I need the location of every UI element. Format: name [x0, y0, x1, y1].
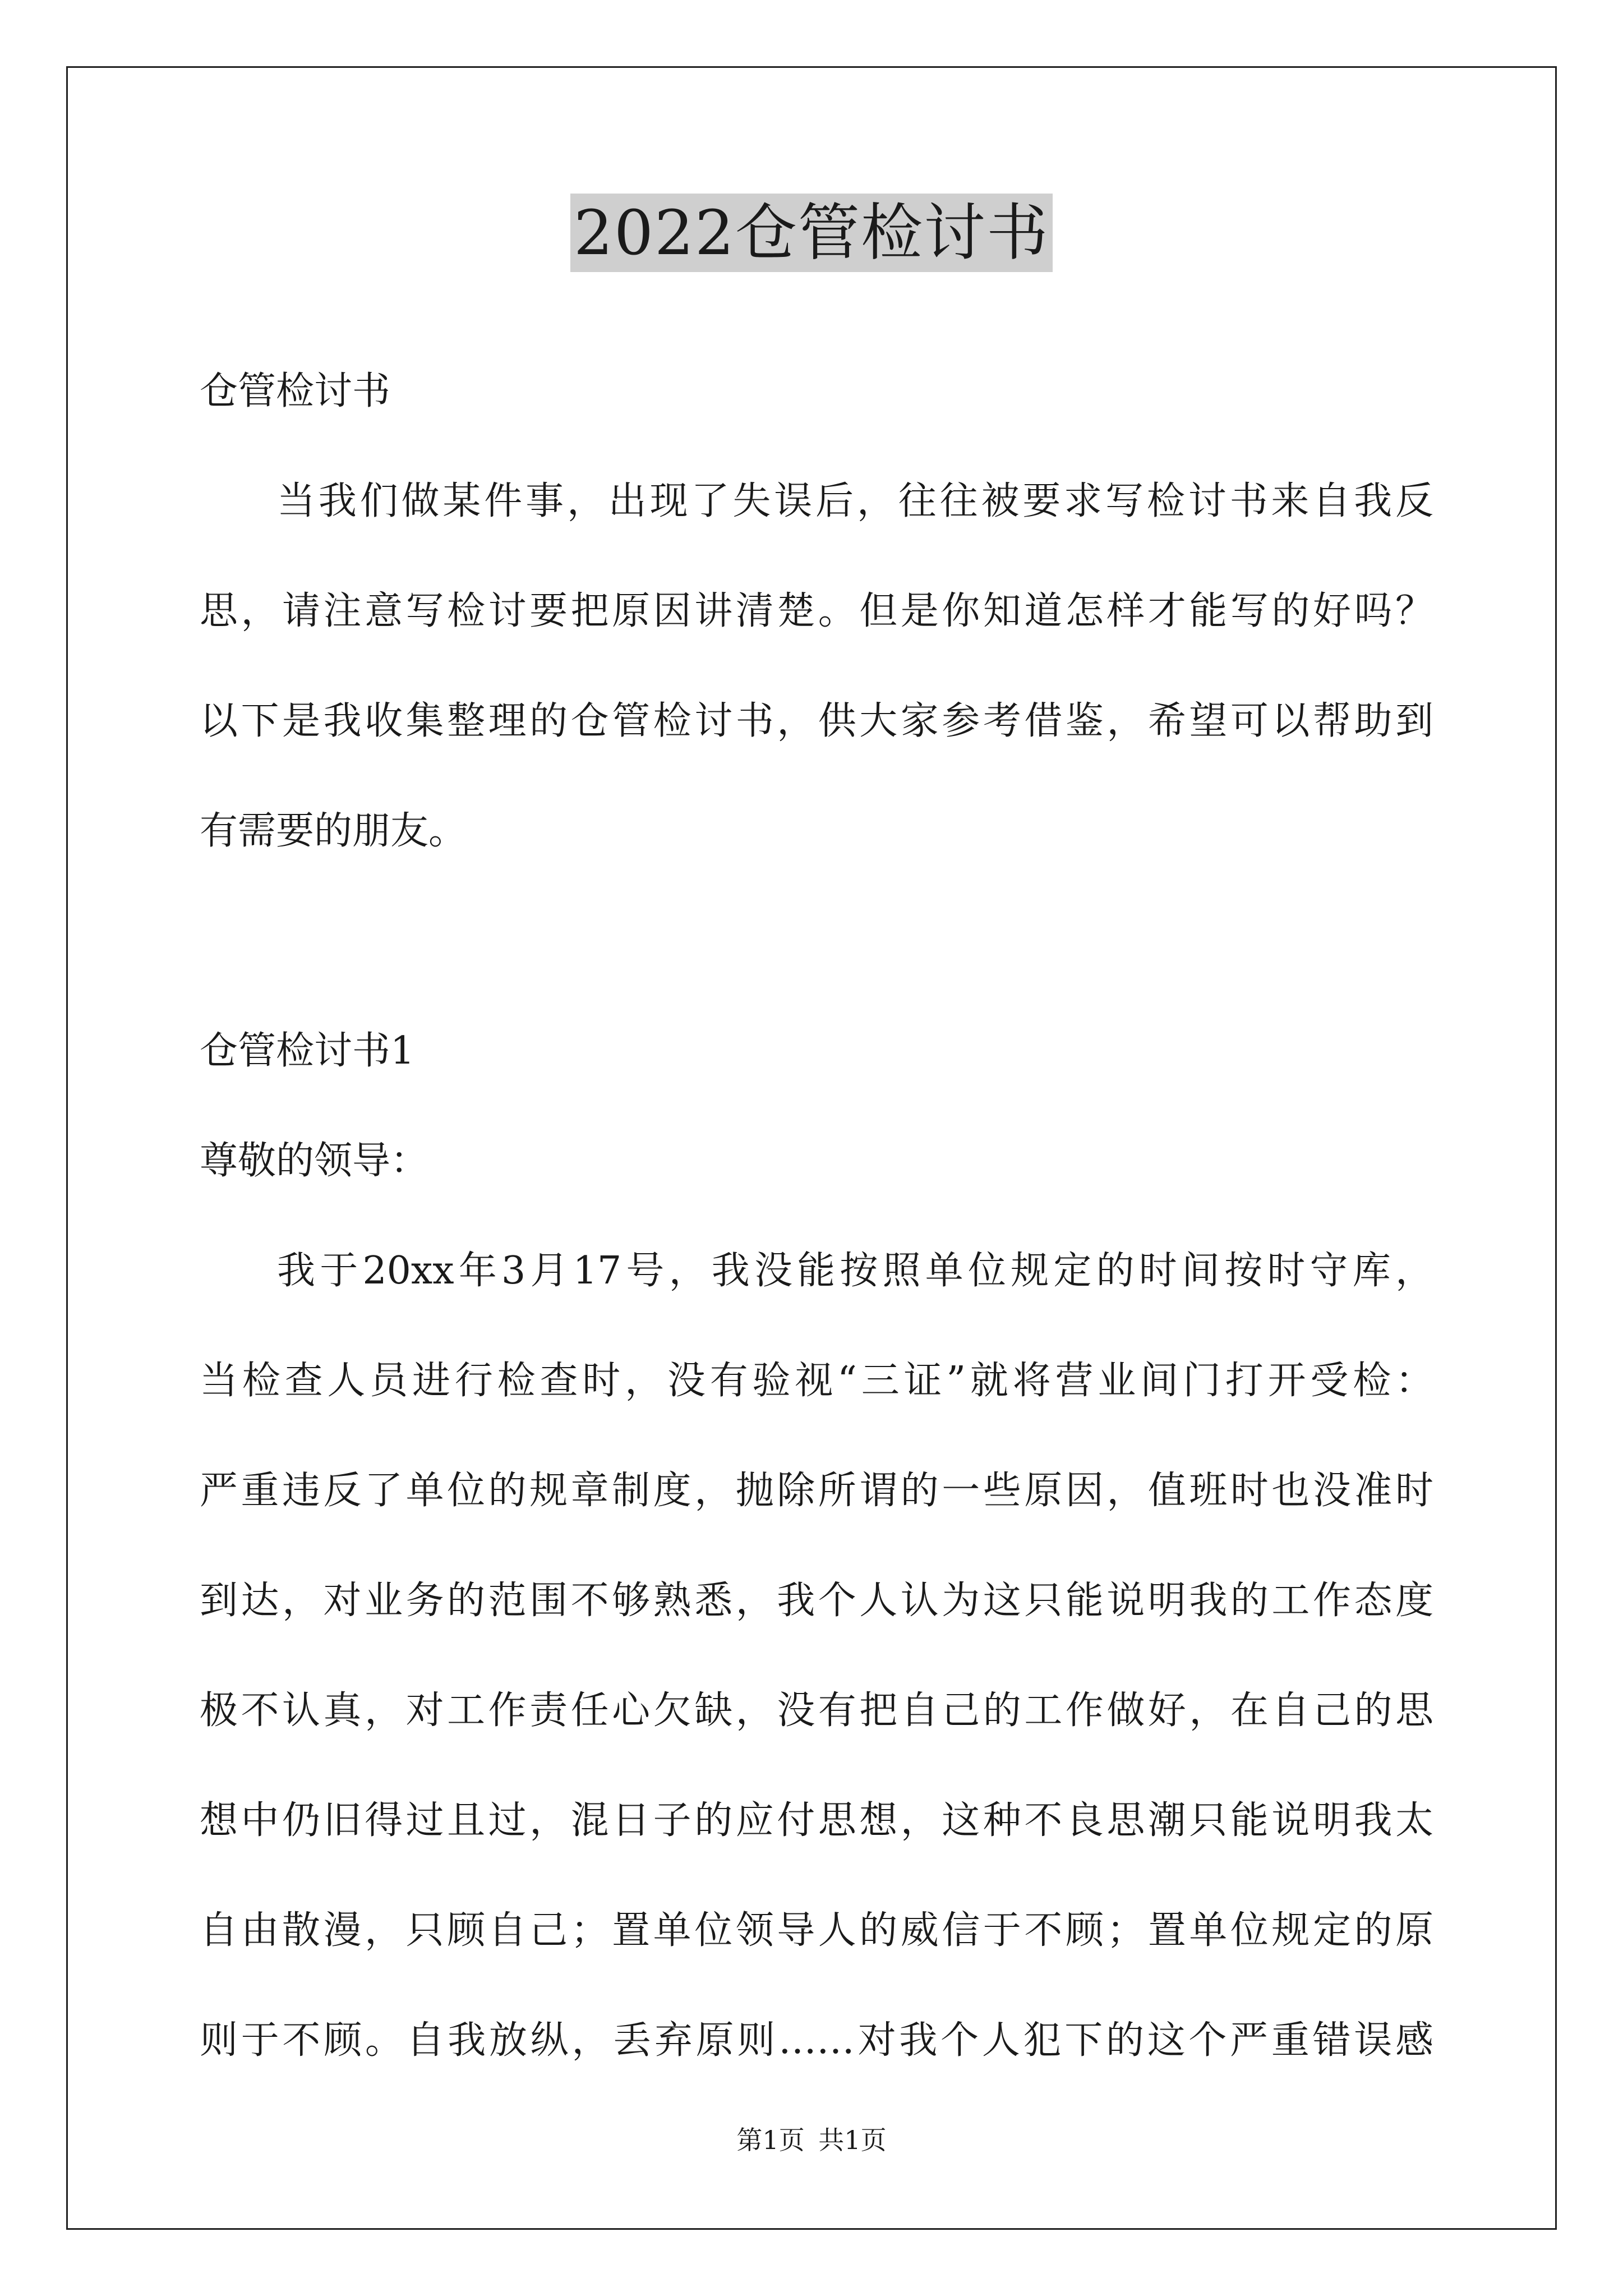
- title-container: [0, 194, 1623, 272]
- body-line: 想中仍旧得过且过，混日子的应付思想，这种不良思潮只能说明我太: [200, 1798, 1433, 1843]
- intro-line: 以下是我收集整理的仓管检讨书，供大家参考借鉴，希望可以帮助到: [200, 699, 1433, 743]
- intro-line: 有需要的朋友。: [200, 809, 467, 853]
- body-line: 自由散漫，只顾自己；置单位领导人的威信于不顾；置单位规定的原: [200, 1908, 1433, 1953]
- body-line: 则于不顾。自我放纵，丢弃原则……对我个人犯下的这个严重错误感: [200, 2018, 1433, 2063]
- page-footer: 第1页 共1页: [736, 2125, 887, 2155]
- document-body: [200, 337, 1433, 2096]
- intro-line: 当我们做某件事，出现了失误后，往往被要求写检讨书来自我反: [277, 479, 1433, 523]
- body-line: 极不认真，对工作责任心欠缺，没有把自己的工作做好，在自己的思: [200, 1688, 1433, 1733]
- document-title: 2022仓管检讨书: [570, 194, 1053, 272]
- body-line: 到达，对业务的范围不够熟悉，我个人认为这只能说明我的工作态度: [200, 1579, 1433, 1623]
- section-title: 仓管检讨书1: [200, 1029, 415, 1073]
- body-line: 我于20xx年3月17号，我没能按照单位规定的时间按时守库，: [277, 1249, 1433, 1293]
- document-subtitle: 仓管检讨书: [200, 369, 391, 413]
- paragraph-gap: [200, 886, 1433, 996]
- body-line: 当检查人员进行检查时，没有验视“三证”就将营业间门打开受检：: [200, 1359, 1433, 1403]
- body-line: 严重违反了单位的规章制度，抛除所谓的一些原因，值班时也没准时: [200, 1469, 1433, 1513]
- salutation: 尊敬的领导：: [200, 1139, 429, 1183]
- intro-line: 思，请注意写检讨要把原因讲清楚。但是你知道怎样才能写的好吗？: [200, 589, 1433, 633]
